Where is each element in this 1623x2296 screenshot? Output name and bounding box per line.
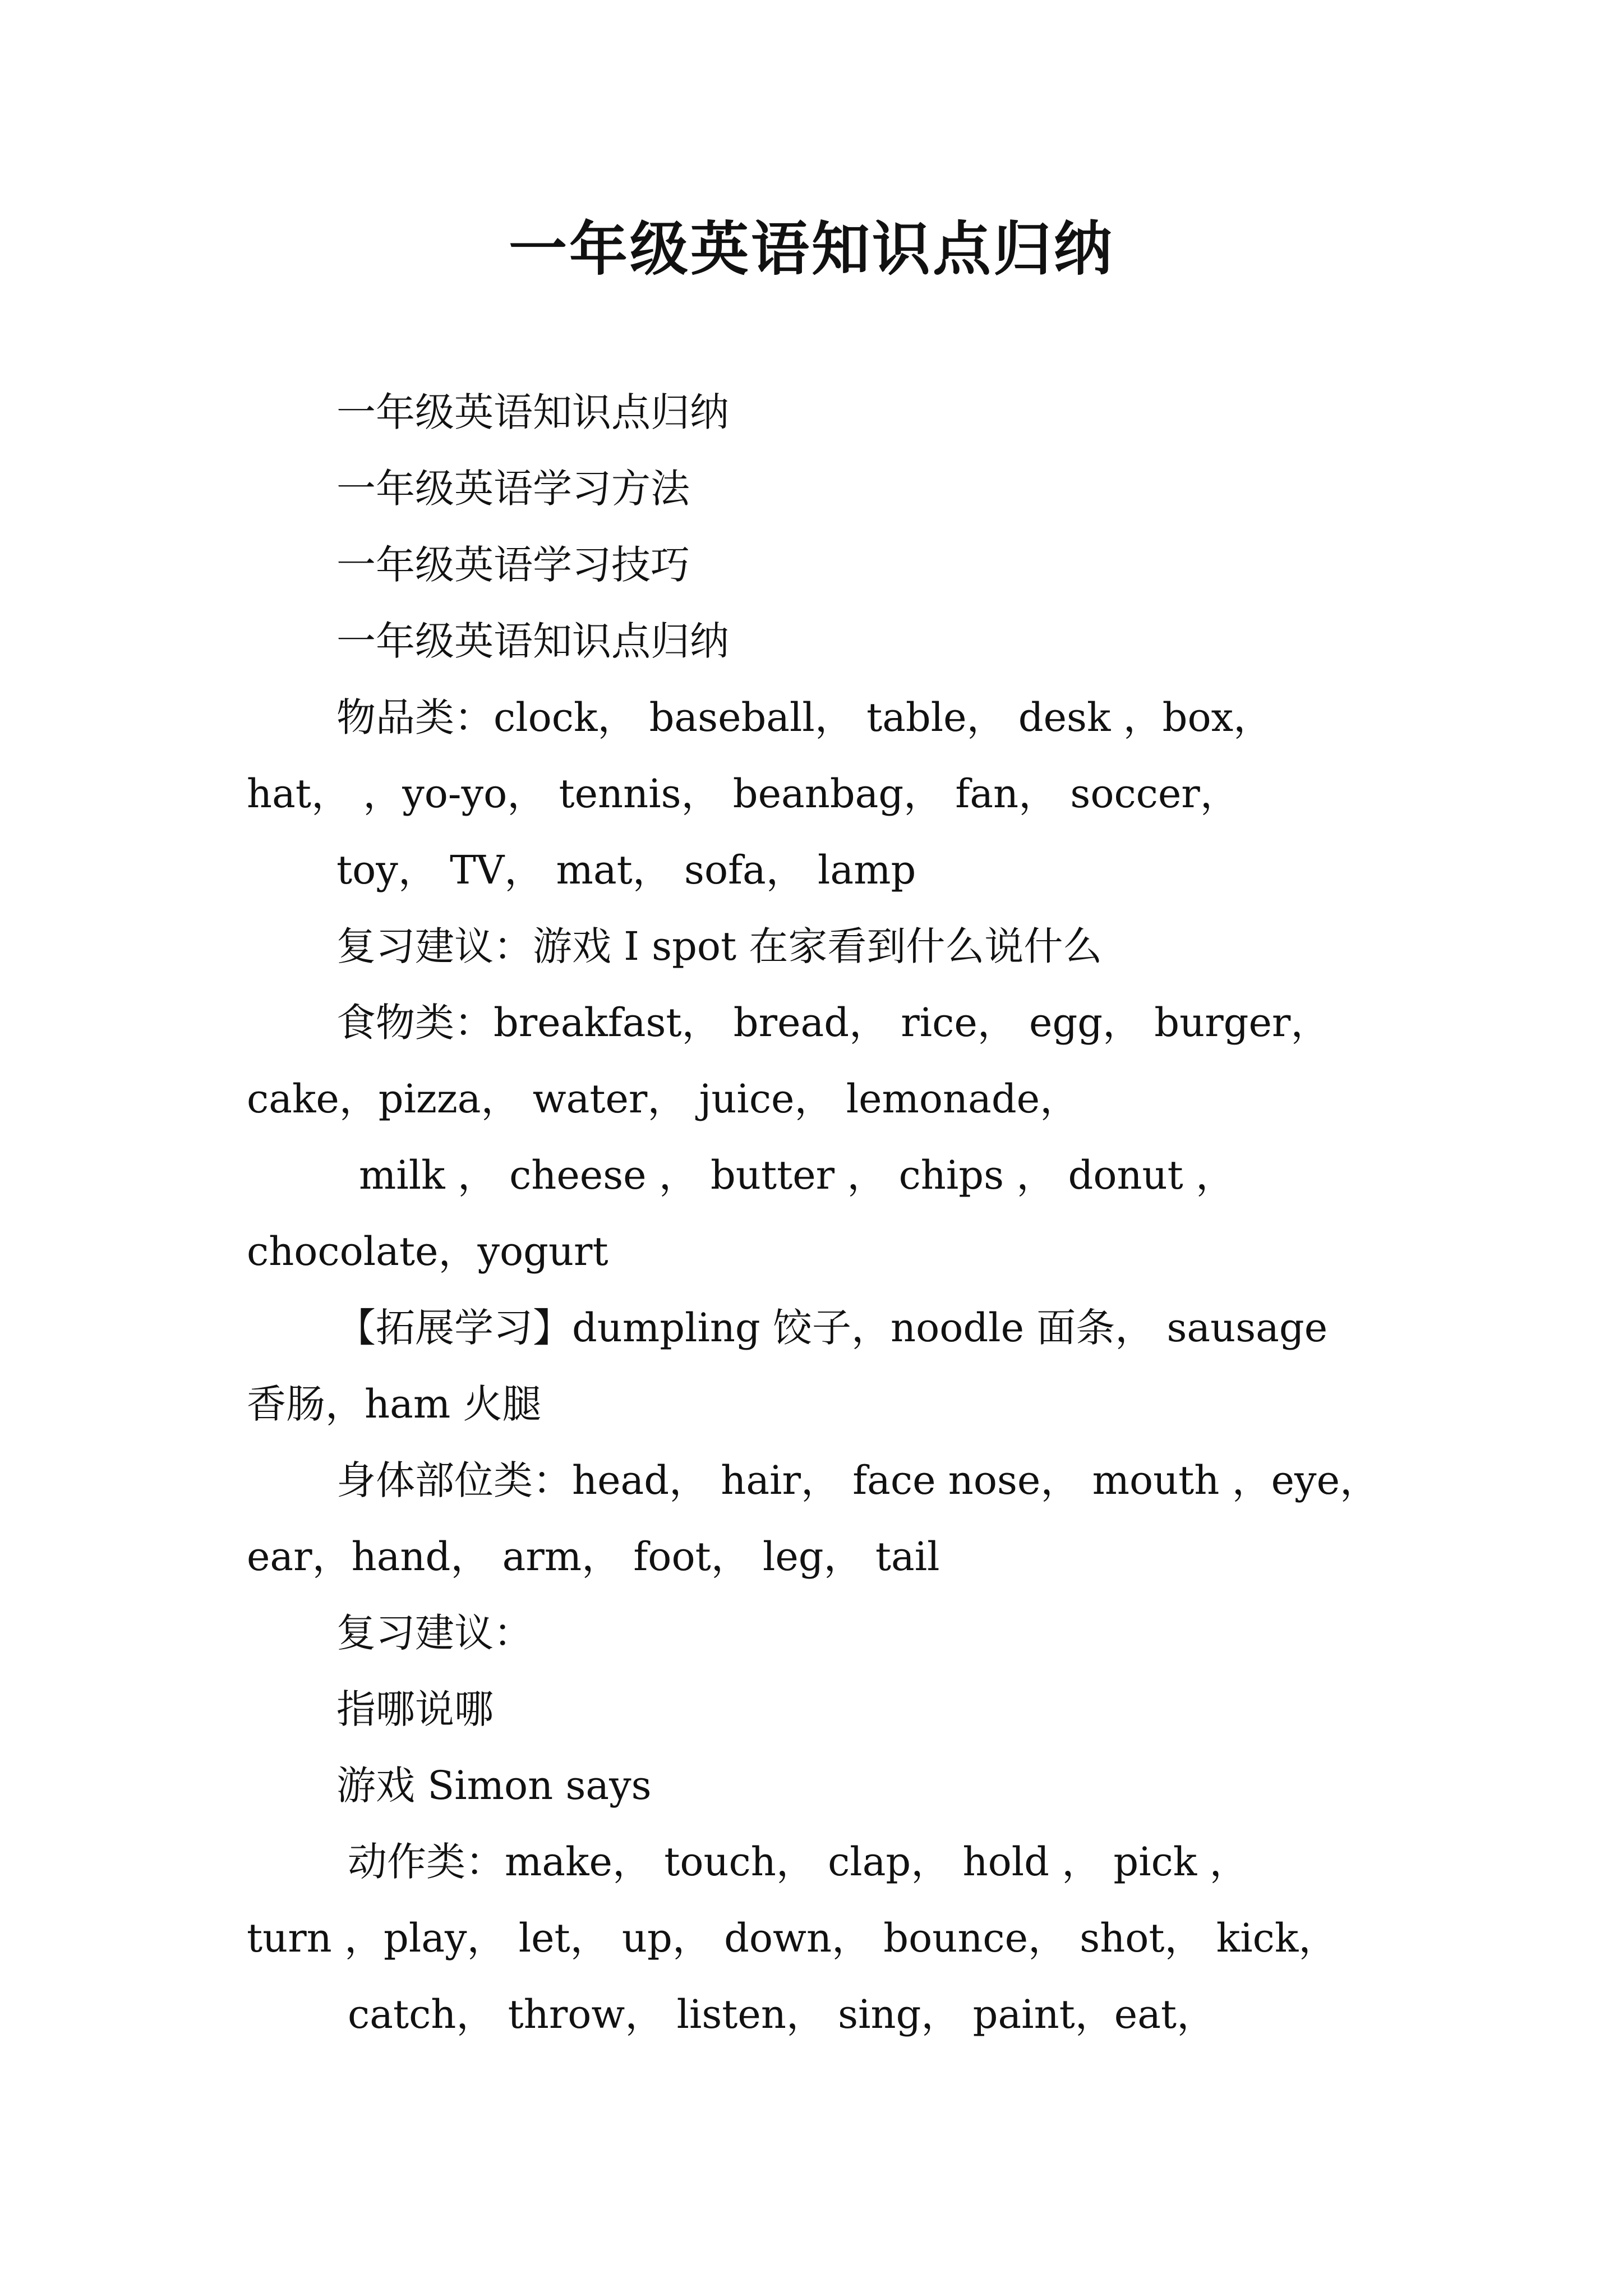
text-line: 物品类：clock， baseball， table， desk ，box， xyxy=(336,694,1273,740)
text-line: 【拓展学习】dumpling 饺子，noodle 面条， sausage xyxy=(336,1305,1328,1351)
text-line: catch， throw， listen， sing， paint，eat， xyxy=(348,1991,1216,2037)
text-line: toy， TV， mat， sofa， lamp xyxy=(336,847,916,893)
text-line: hat， ，yo-yo， tennis， beanbag， fan， soccer， xyxy=(247,771,1239,817)
text-line: 动作类：make， touch， clap， hold ， pick ， xyxy=(348,1839,1249,1885)
text-line: cake，pizza， water， juice， lemonade， xyxy=(247,1076,1080,1122)
text-line: turn ，play， let， up， down， bounce， shot， kick， xyxy=(247,1915,1338,1961)
text-line: 指哪说哪 xyxy=(336,1686,494,1732)
text-line: 身体部位类：head， hair， face nose， mouth ，eye， xyxy=(336,1457,1380,1503)
text-line: 复习建议： xyxy=(336,1610,533,1656)
text-line: 游戏 Simon says xyxy=(336,1763,652,1809)
text-line: ear，hand， arm， foot， leg， tail xyxy=(247,1534,940,1580)
text-line: chocolate，yogurt xyxy=(247,1228,608,1274)
text-line: milk ， cheese ， butter ， chips ， donut ， xyxy=(359,1152,1235,1198)
text-line: 一年级英语学习方法 xyxy=(336,466,690,512)
text-line: 一年级英语学习技巧 xyxy=(336,542,690,588)
text-line: 复习建议：游戏 I spot 在家看到什么说什么 xyxy=(336,923,1103,969)
text-line: 香肠，ham 火腿 xyxy=(247,1381,542,1427)
text-line: 食物类：breakfast， bread， rice， egg， burger， xyxy=(336,1000,1330,1046)
text-line: 一年级英语知识点归纳 xyxy=(336,389,729,435)
document-title: 一年级英语知识点归纳 xyxy=(508,214,1114,283)
text-line: 一年级英语知识点归纳 xyxy=(336,618,729,664)
